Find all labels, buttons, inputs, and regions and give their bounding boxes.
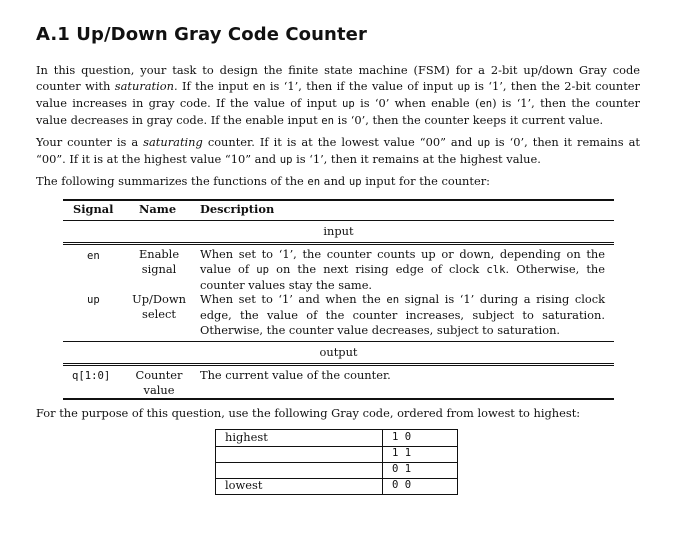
code-en: en: [307, 176, 321, 188]
intro-text-6: ) is ‘1’, then the counter value decreases in gray code. If the enable input: [36, 96, 640, 127]
name-q-line1: Counter: [135, 368, 183, 382]
intro-text-2: If the input: [177, 79, 253, 93]
gray-code-value: [382, 446, 458, 462]
code-en: en: [252, 81, 266, 93]
gray-intro-paragraph: For the purpose of this question, use the following Gray code, ordered from lowest to highest:: [36, 406, 581, 420]
gray-row: [216, 430, 457, 447]
intro-saturation-em: saturation.: [114, 79, 178, 93]
gray-code-value: [382, 462, 458, 478]
summary-text-2: and: [320, 174, 349, 188]
code-up: up: [279, 154, 293, 166]
intro-text-7: is ‘0’, then the counter keeps it current value.: [334, 113, 604, 127]
section-title: A.1 Up/Down Gray Code Counter: [36, 24, 367, 45]
code-en: en: [321, 115, 335, 127]
summary-text-1: The following summarizes the functions of the: [36, 174, 308, 188]
gray-row: [216, 478, 457, 494]
code-up: up: [256, 264, 270, 276]
output-section-rule-top: [63, 341, 614, 342]
input-section-rule-1: [63, 242, 614, 243]
gray-label-highest: highest: [225, 430, 268, 444]
code-up: up: [477, 137, 491, 149]
code-clk: clk: [486, 264, 506, 276]
intro-text-4: is ‘1’, then the 2-bit counter value increases in gray code. If the value of input: [36, 79, 640, 110]
desc-q: The current value of the counter.: [200, 368, 391, 382]
gray-code-10: 1 0: [392, 431, 412, 443]
sat-em: saturating: [143, 135, 203, 149]
desc-en-text-1: When set to ‘1’, the counter counts up or down, depending on the value of: [200, 247, 605, 276]
signal-up: up: [87, 294, 100, 306]
header-description: Description: [200, 202, 275, 216]
signal-q: q[1:0]: [72, 370, 111, 382]
intro-paragraph: [36, 62, 640, 129]
code-up: up: [348, 176, 362, 188]
name-en: [129, 247, 189, 277]
code-en: en: [386, 294, 400, 306]
desc-up-text-1: When set to ‘1’ and when the: [200, 292, 387, 306]
saturation-paragraph: [36, 134, 640, 168]
code-en: en: [479, 98, 493, 110]
output-section-rule-2: [63, 365, 614, 366]
signal-en: en: [87, 250, 100, 262]
sat-text-2: counter. If it is at the lowest value “00” and: [202, 135, 478, 149]
gray-code-value: [382, 430, 458, 446]
desc-up-text-2: signal is ‘1’ during a rising clock edge, the value of the counter increases, subject to saturation. Otherwise, the counter value decreases, subject to saturation.: [200, 292, 605, 337]
name-up-line1: Up/Down: [132, 292, 186, 306]
summary-text-3: input for the counter:: [361, 174, 490, 188]
code-up: up: [342, 98, 355, 110]
gray-code-table: [215, 429, 458, 495]
gray-code-11: 1 1: [392, 447, 412, 459]
desc-up: [200, 292, 605, 338]
output-section-rule-1: [63, 363, 614, 364]
intro-text-5: is ‘0’ when enable (: [354, 96, 480, 110]
sat-text-3: is ‘0’, then it remains at “00”. If it is at the highest value “10” and: [36, 135, 640, 166]
name-en-line2: signal: [141, 262, 177, 276]
header-rule: [63, 220, 614, 221]
header-name: Name: [139, 202, 177, 216]
summary-paragraph: [36, 173, 640, 190]
desc-en: [200, 247, 605, 293]
gray-code-01: 0 1: [392, 463, 412, 475]
table-bottom-rule: [63, 398, 614, 400]
sat-text-1: Your counter is a: [36, 135, 144, 149]
name-en-line1: Enable: [138, 247, 180, 261]
input-section-rule-2: [63, 244, 614, 245]
section-output-label: output: [319, 345, 358, 359]
gray-label-lowest: lowest: [225, 478, 263, 492]
intro-text-3: is ‘1’, then if the value of input: [265, 79, 458, 93]
desc-en-text-2: on the next rising edge of clock: [269, 262, 487, 276]
name-q: [129, 368, 189, 398]
gray-code-value: [382, 478, 458, 494]
desc-en-text-3: . Otherwise, the counter values stay the same.: [200, 262, 605, 292]
section-input-label: input: [323, 224, 354, 238]
name-up-line2: select: [142, 307, 176, 321]
name-q-line2: value: [143, 383, 175, 397]
intro-text-1: In this question, your task to design the finite state machine (FSM) for a 2-bit up/down Gray code counter with: [36, 63, 640, 93]
gray-code-00: 0 0: [392, 479, 412, 491]
gray-row: [216, 446, 457, 463]
gray-row: [216, 462, 457, 479]
sat-text-4: is ‘1’, then it remains at the highest value.: [292, 152, 541, 166]
header-signal: Signal: [73, 202, 114, 216]
name-up: [129, 292, 189, 322]
code-up: up: [457, 81, 471, 93]
table-top-rule: [63, 199, 614, 201]
